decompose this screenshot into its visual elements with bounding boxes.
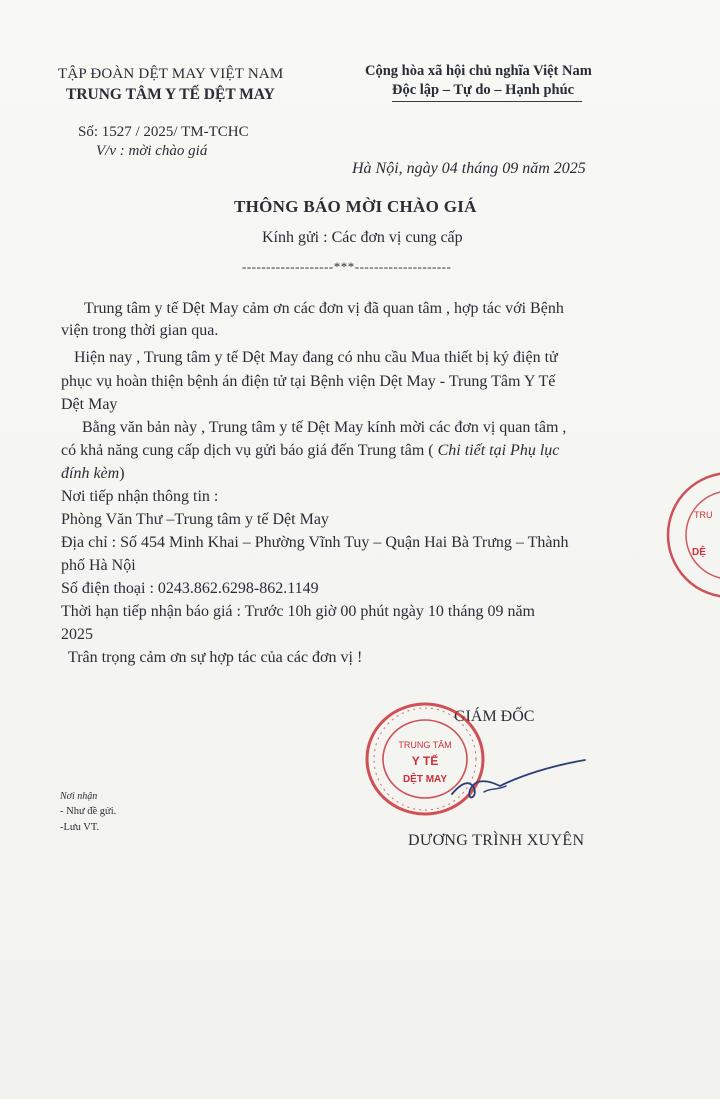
body-text: có khả năng cung cấp dịch vụ gửi báo giá đến Trung tâm ( — [61, 442, 438, 459]
org-parent: TẬP ĐOÀN DỆT MAY VIỆT NAM — [58, 66, 284, 82]
body-line: Số điện thoại : 0243.862.6298-862.1149 — [61, 580, 319, 597]
body-line: phục vụ hoàn thiện bệnh án điện tử tại Bệnh viện Dệt May - Trung Tâm Y Tế — [61, 373, 556, 390]
document-title: THÔNG BÁO MỜI CHÀO GIÁ — [234, 197, 477, 216]
separator: -------------------***-------------------- — [242, 259, 452, 274]
body-line: Địa chỉ : Số 454 Minh Khai – Phường Vĩnh Tuy – Quận Hai Bà Trưng – Thành — [61, 534, 569, 551]
body-line: Trung tâm y tế Dệt May cảm ơn các đơn vị đã quan tâm , hợp tác với Bệnh — [84, 300, 564, 317]
recipients-heading: Nơi nhận — [60, 791, 98, 802]
document-number: Số: 1527 / 2025/ TM-TCHC — [78, 124, 249, 140]
recipients-item: - Như đề gửi. — [60, 806, 117, 817]
appendix-ref: Chi tiết tại Phụ lục — [437, 442, 560, 459]
signature-position: GIÁM ĐỐC — [454, 708, 535, 725]
body-line: Dệt May — [61, 396, 118, 413]
body-line — [61, 465, 125, 483]
seal-line1: TRUNG TÂM — [398, 740, 452, 750]
nation-title: Cộng hòa xã hội chủ nghĩa Việt Nam — [365, 63, 592, 79]
document-subject: V/v : mời chào giá — [96, 143, 208, 159]
recipient-line: Kính gửi : Các đơn vị cung cấp — [262, 229, 463, 246]
body-text: ) — [119, 465, 125, 482]
seal-line3: DỆT MAY — [402, 774, 448, 785]
body-line: Nơi tiếp nhận thông tin : — [61, 488, 219, 505]
svg-text:DỆ: DỆ — [692, 547, 706, 558]
edge-stamp-icon — [660, 460, 720, 610]
body-line: Phòng Văn Thư –Trung tâm y tế Dệt May — [61, 511, 329, 528]
body-line: Trân trọng cảm ơn sự hợp tác của các đơn vị ! — [68, 649, 363, 666]
motto-underline — [392, 101, 582, 102]
motto: Độc lập – Tự do – Hạnh phúc — [392, 82, 575, 98]
body-line: Hiện nay , Trung tâm y tế Dệt May đang có nhu cầu Mua thiết bị ký điện tử — [74, 349, 558, 366]
signer-name: DƯƠNG TRÌNH XUYÊN — [408, 832, 585, 849]
body-line: phố Hà Nội — [61, 557, 136, 574]
body-line — [61, 442, 559, 460]
body-line: 2025 — [61, 626, 93, 643]
appendix-ref: đính kèm — [61, 465, 120, 482]
org-name: TRUNG TÂM Y TẾ DỆT MAY — [66, 86, 275, 103]
svg-text:TRU: TRU — [694, 510, 713, 520]
recipients-item: -Lưu VT. — [60, 822, 100, 833]
body-line: Thời hạn tiếp nhận báo giá : Trước 10h giờ 00 phút ngày 10 tháng 09 năm — [61, 603, 535, 620]
body-line: viện trong thời gian qua. — [61, 322, 219, 339]
signature-scribble-icon — [440, 752, 590, 812]
body-line: Bằng văn bản này , Trung tâm y tế Dệt May kính mời các đơn vị quan tâm , — [82, 419, 567, 436]
document-date: Hà Nội, ngày 04 tháng 09 năm 2025 — [352, 160, 586, 177]
seal-line2: Y TẾ — [411, 754, 439, 768]
